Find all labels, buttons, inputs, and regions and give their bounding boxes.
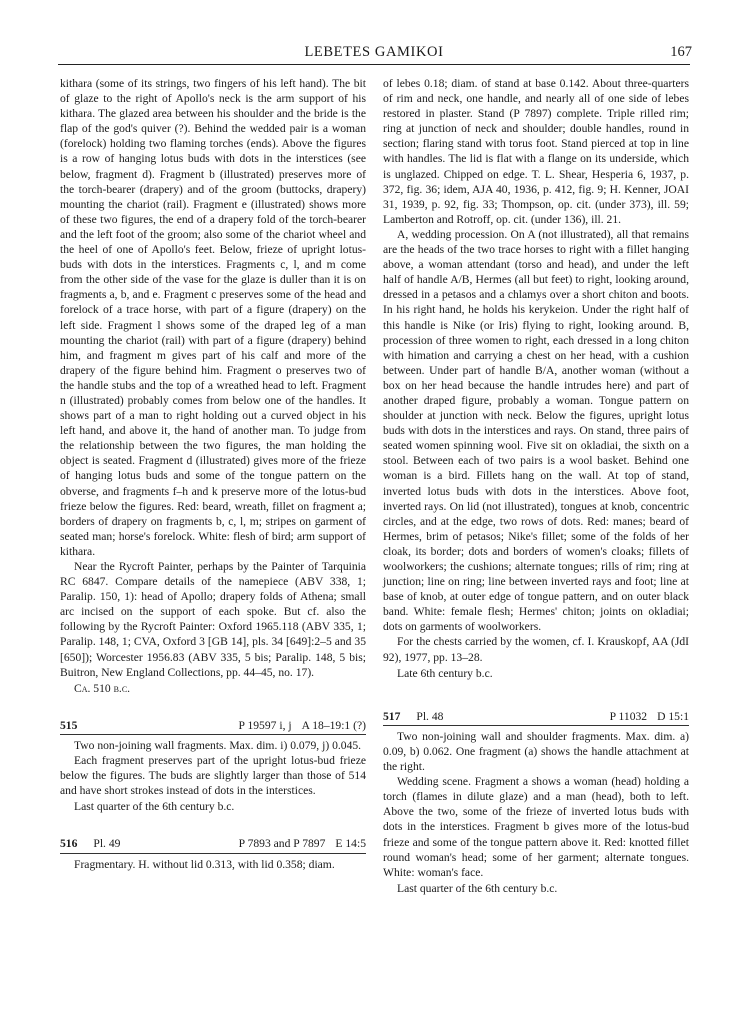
entry-516-dimensions: Fragmentary. H. without lid 0.313, with lid 0.358; diam. — [74, 857, 335, 871]
entry-517-description: Two non-joining wall and shoulder fragments. Max. dim. a) 0.09, b) 0.062. One fragment (a) shows the handle attachment at the right. — [383, 729, 689, 774]
entry-516-inventory: P 7893 and P 7897 — [238, 837, 326, 851]
left-column — [60, 76, 366, 872]
entry-515 — [60, 718, 366, 815]
entry-516-comparanda: For the chests carried by the women, cf. I. Krauskopf, AA (JdI 92), 1977, pp. 13–28. — [383, 635, 689, 664]
entry-516-date: Late 6th century b.c. — [397, 666, 493, 680]
right-column — [383, 76, 689, 896]
entry-517-number: 517 — [383, 709, 401, 723]
entry-516-plate: Pl. 49 — [93, 837, 121, 851]
entry-516-description-continued: of lebes 0.18; diam. of stand at base 0.142. About three-quarters of rim and neck, one handle, and nearly all of one side of lebes restored in plaster. Stand (P 7897) complete. Triple rilled rim; ring at junction of neck and shoulder; double handles, round in section; flaring stand with torus foot. Stand pierced at top in line with handles. The lid is flat with a flange on its underside, which is unglazed. Chipped on edge. T. L. Shear, Hesperia 6, 1937, p. 372, fig. 36; idem, AJA 40, 1936, p. 412, fig. 9; H. Kenner, JOAI 31, 1939, p. 92, fig. 33; Thompson, op. cit. (under 373), ill. 59; Lamberton and Rotroff, op. cit. (under 136), ill. 21. — [383, 77, 689, 226]
attribution-paragraph: Near the Rycroft Painter, perhaps by the Painter of Tarquinia RC 6847. Compare details of the namepiece (ABV 338, 1; Paralip. 150, 1): head of Apollo; drapery folds of Athena; small arc incised on the support of each spoke. But cf. also the following by the Rycroft Painter: Oxford 1965.118 (ABV 335, 1; Paralip. 148, 1; CVA, Oxford 3 [GB 14], pls. 34 [649]:2–5 and 35 [650]); Worcester 1956.83 (ABV 335, 5 bis; Paralip. 148, 5 bis; Buitron, New England Collections, pp. 44–45, no. 17). — [60, 560, 366, 679]
entry-516-decoration: A, wedding procession. On A (not illustrated), all that remains are the heads of the two trace horses to right with a fillet hanging above, a woman attendant (torso and head), and under the left half of handle A/B, Hermes (all but feet) to right, looking around, dressed in a petasos and a chlamys over a short chiton and boots. In his right hand, he holds his kerykeion. Under the right half of this handle is Nike (or Iris) flying to right, looking around. B, procession of three women to right, each dressed in a long chiton with himation and carrying a chest on her head, with a cushion between. Under part of handle B/A, another woman (without a box on her head because the handle intrudes here) and part of another draped figure, probably a woman. Tongue pattern on shoulder at junction with neck. Below the figures, upright lotus buds with dots in the interstices and rays. On stand, three pairs of seated women spinning wool. Five sit on okladiai, the sixth on a stool. Between each of two pairs is a wool basket. Behind one woman is a bird. Fillets hang on the wall. At top of stand, inverted lotus buds with dots in the interstices. Above foot, inverted rays. On lid (not illustrated), tongues at knob, concentric circles, and at the edge, two rows of dots. Red: manes; beard of Hermes, brim of petasos; Nike's fillet; some of the folds of her cloak, its border; dots and borders of women's cloaks; fillets of woolworkers; the cushions; alternate tongues; rills of rim; ring at junction; line on ring; line between inverted rays and foot; line at base of knob, at outer edge of tongue pattern, and on outer black band. White: female flesh; Hermes' chiton; joints on okladiai; dots on garments of woolworkers. — [383, 227, 689, 634]
entry-517-plate: Pl. 48 — [416, 709, 444, 723]
entry-517-date: Last quarter of the 6th century b.c. — [397, 881, 558, 895]
entry-515-number: 515 — [60, 718, 78, 732]
entry-517-heading — [383, 709, 689, 726]
entry-516 — [60, 836, 366, 871]
entry-517-inventory: P 11032 — [609, 709, 648, 723]
entry-517-deposit: D 15:1 — [657, 709, 689, 723]
entry-515-deposit: A 18–19:1 (?) — [301, 718, 366, 732]
entry-517 — [383, 709, 689, 896]
entry-515-commentary: Each fragment preserves part of the upright lotus-bud frieze below the figures. The buds are slightly larger than those of 514 and have short strokes instead of dots in the interstices. — [60, 754, 366, 798]
header-rule — [58, 64, 690, 65]
left-paragraph-continued: kithara (some of its strings, two fingers of his left hand). The bit of glaze to the right of Apollo's neck is the arm support of his kithara. The glazed area between his shoulder and the bride is the flap of the god's quiver (?). Behind the wedded pair is a woman (forelock) holding two flaming torches (ends). Above the figures is a row of hanging lotus buds with dots in the interstices (see below, fragment d). Fragment b (illustrated) preserves more of the torch-bearer (drapery) and of the groom (buttocks, drapery) mounting the chariot (rail). Fragment e (illustrated) shows more of these two figures, the end of a drapery fold of the torch-bearer and the left foot of the groom; also some of the chariot wheel and the heel of one of Apollo's feet. Below, frieze of upright lotus-buds with dots in the interstices. Fragments c, l, and m come from the other side of the vase for the glaze is duller than it is on fragments a, b, and e. Fragment c preserves some of the head and forelock of a trace horse, with part of a figure (drapery) on the left side. Fragment l shows some of the draped leg of a man mounting the chariot (rail) with part of a figure (drapery) behind him, and fragment m gives part of his calf and more of the drapery of the figure behind him. Fragment o preserves two of the handle stubs and the top of a wreathed head to left. Fragment n (illustrated) probably comes from below one of the handles. It shows part of a man to right holding out a curved object in his left hand, and above it, the hand of another man. To judge from the relationship between the two figures, the man holding the object is seated. Fragment d (illustrated) gives more of the frieze of hanging lotus buds and some of the tongue pattern on the obverse, and fragments f–h and k preserve more of the lotus-bud frieze below the figures. Red: beard, wreath, fillet on fragment a; borders of drapery on fragments b, c, l, m; stripes on garment of seated man; horse's forelock. White: flesh of bird; arm support of kithara. — [60, 77, 366, 558]
running-title: LEBETES GAMIKOI — [304, 44, 444, 60]
entry-516-number: 516 — [60, 837, 78, 851]
page-number: 167 — [670, 44, 692, 60]
entry-515-description: Two non-joining wall fragments. Max. dim. i) 0.079, j) 0.045. — [74, 738, 362, 752]
entry-516-deposit: E 14:5 — [335, 837, 366, 851]
entry-516-heading — [60, 836, 366, 853]
entry-514-date: Ca. 510 b.c. — [74, 681, 131, 695]
entry-515-date: Last quarter of the 6th century b.c. — [74, 800, 235, 814]
entry-515-inventory: P 19597 i, j — [238, 718, 292, 732]
entry-517-scene: Wedding scene. Fragment a shows a woman (head) holding a torch (flames in dilute glaze) and a man (head), both to left. Above the two, some of the frieze of inverted lotus buds with dots in the interstices. Fragment b gives more of the lotus-bud frieze and some of the tongue pattern above it. Red: knotted fillet round woman's head; some of her garment; alternate tongues. White: woman's face. — [383, 775, 689, 879]
entry-515-heading — [60, 718, 366, 735]
